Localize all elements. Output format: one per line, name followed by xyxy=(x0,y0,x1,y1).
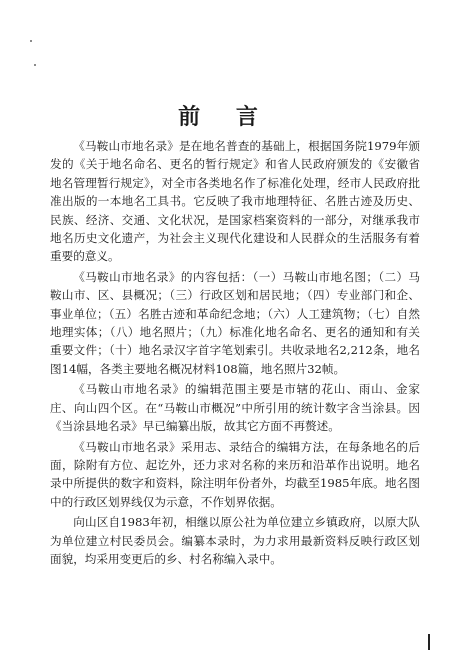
paragraph: 向山区自1983年初，相继以原公社为单位建立乡镇政府，以原大队为单位建立村民委员会。编纂本录时，为力求用最新资料反映行政区划面貌，均采用变更后的乡、村名称编入录中。 xyxy=(50,515,420,566)
paragraph: 《马鞍山市地名录》的内容包括：（一）马鞍山市地名图；（二）马鞍山市、区、县概况；（三）行政区划和居民地；（四）专业部门和企、事业单位；（五）名胜古迹和革命纪念地；（六）人工建筑物；（七）自然地理实体；（八）地名照片；（九）标准化地名命名、更名的通知和有关重要文件；（十）地名录汉字首字笔划索引。共收录地名2,212条，地名图14幅，各类主要地名概况材料108篇，地名照片32帧。 xyxy=(50,269,420,376)
page-title: 前 言 xyxy=(178,105,272,130)
paragraph: 《马鞍山市地名录》是在地名普查的基础上，根据国务院1979年颁发的《关于地名命名、更名的暂行规定》和省人民政府颁发的《安徽省地名管理暂行规定》，对全市各类地名作了标准化处理，经市人民政府批准出版的一本地名工具书。它反映了我市地理特征、名胜古迹及历史、民族、经济、交通、文化状况，是国家档案资料的一部分，对继承我市地名历史文化遗产，为社会主义现代化建设和人民群众的生活服务有着重要的意义。 xyxy=(50,139,420,264)
scan-speck xyxy=(30,40,32,42)
paragraph: 《马鞍山市地名录》的编辑范围主要是市辖的花山、雨山、金家庄、向山四个区。在“马鞍山市概况”中所引用的统计数字含当涂县。因《当涂县地名录》早已编纂出版，故其它方面不再赘述。 xyxy=(50,382,420,434)
paragraph: 《马鞍山市地名录》采用志、录结合的编辑方法，在每条地名的后面，除附有方位、起讫外，还力求对名称的来历和沿革作出说明。地名录中所提供的数字和资料，除注明年份者外，均截至1985年底。地名图中的行政区划界线仅为示意，不作划界依据。 xyxy=(50,439,420,509)
margin-mark xyxy=(428,634,430,650)
scan-speck xyxy=(34,64,36,66)
preface-body xyxy=(50,137,420,570)
